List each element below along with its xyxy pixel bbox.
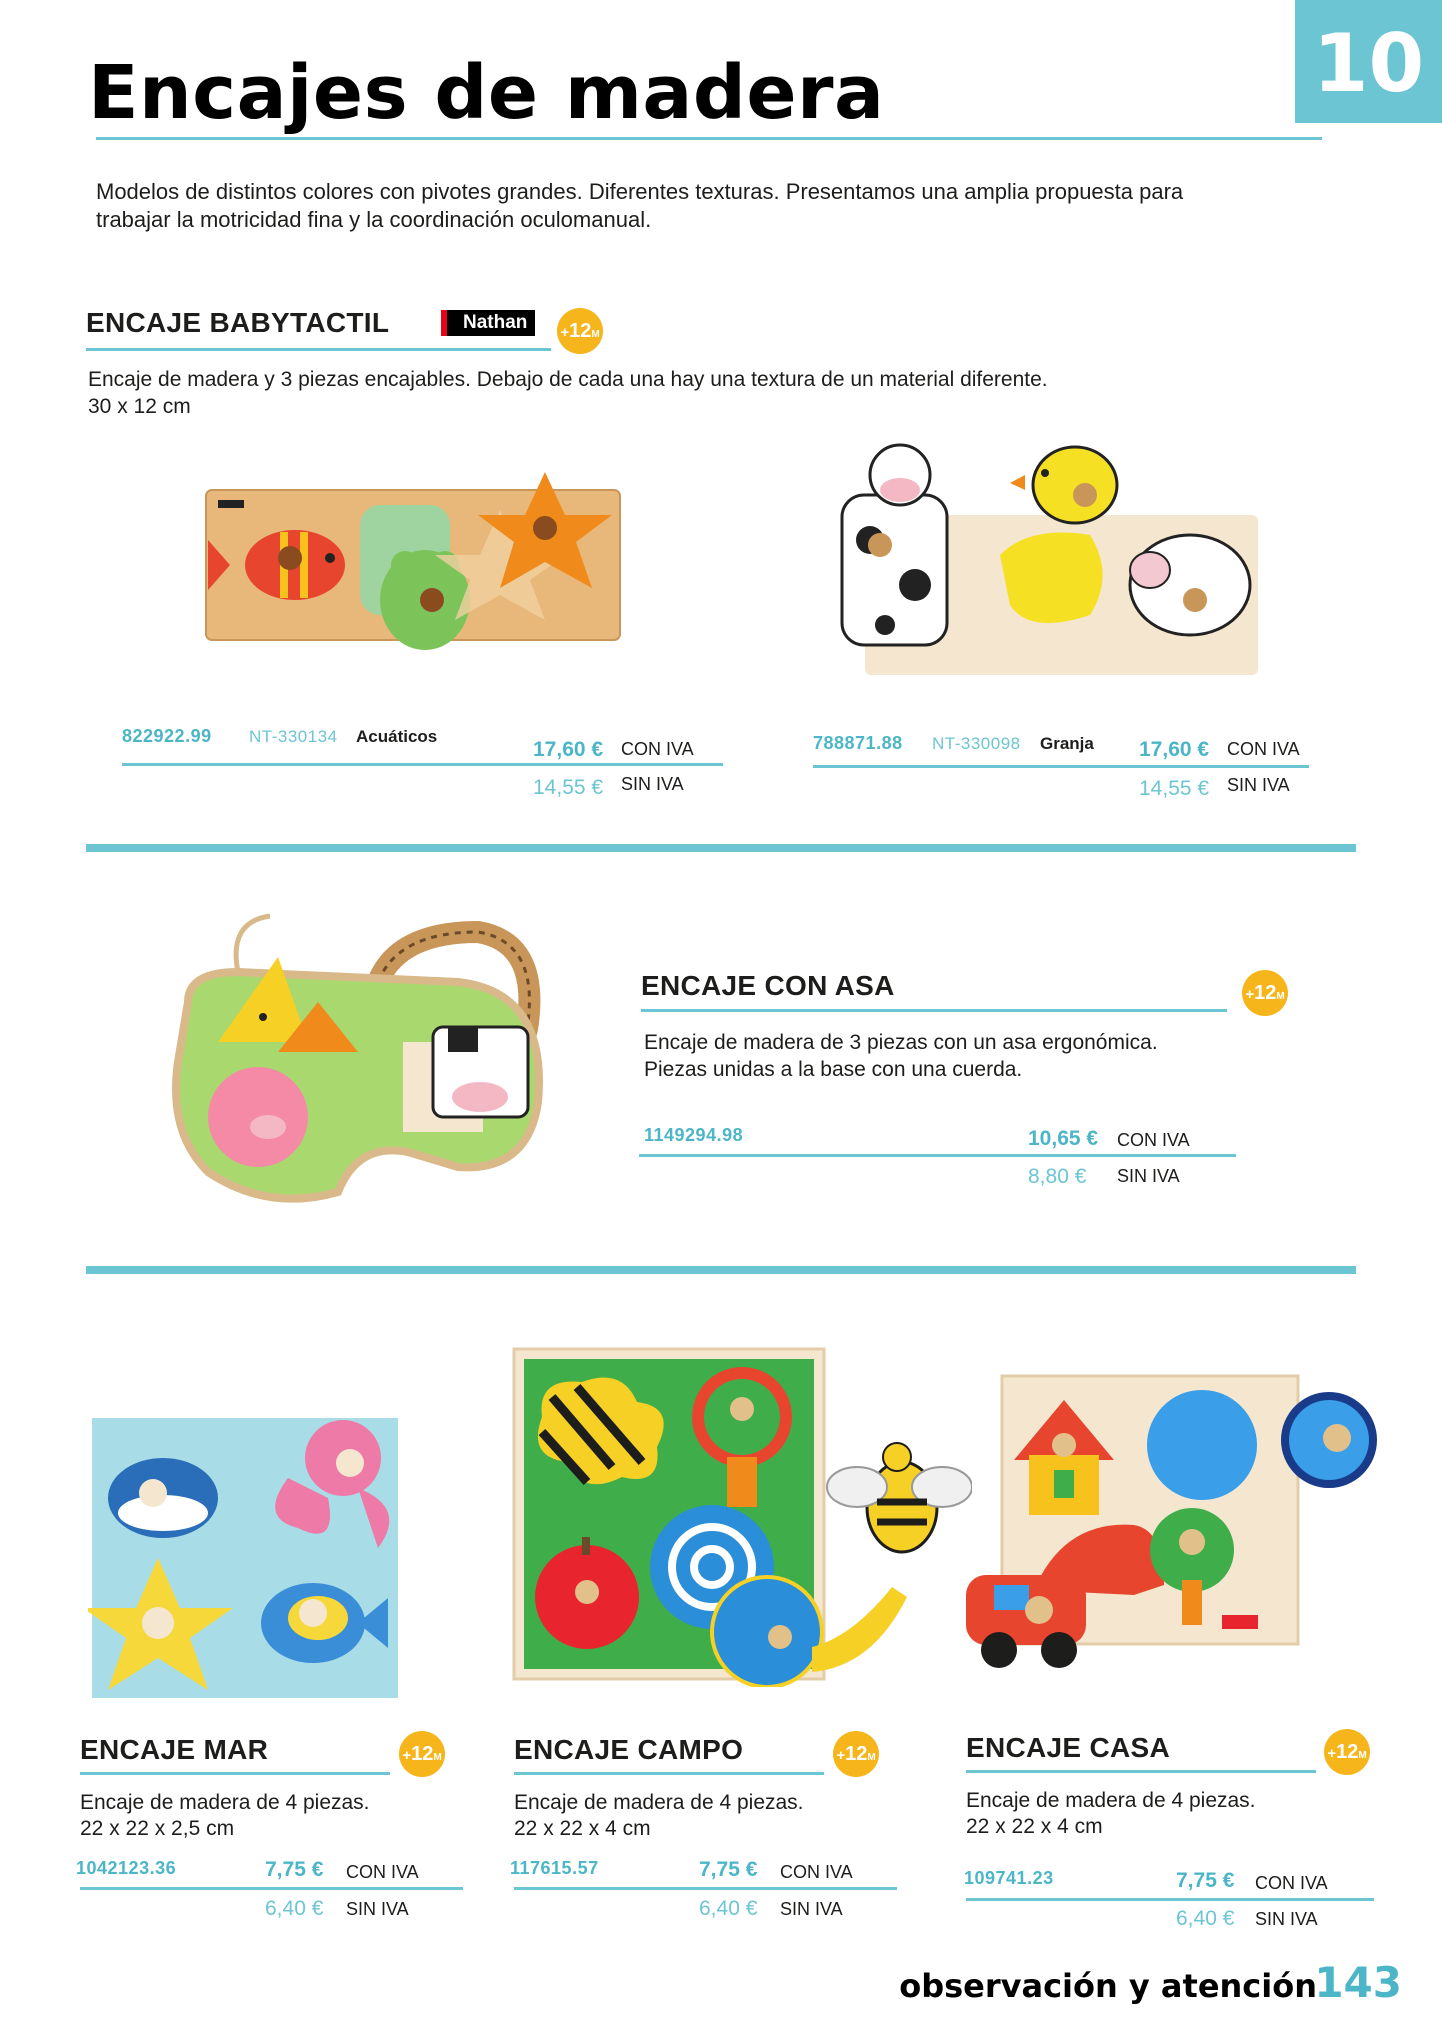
acuaticos-price-con-iva: 17,60 € bbox=[533, 738, 604, 761]
asa-price-rule bbox=[639, 1154, 1236, 1157]
acuaticos-name: Acuáticos bbox=[356, 727, 438, 746]
casa-con-iva-label: CON IVA bbox=[1255, 1873, 1328, 1893]
granja-price-rule bbox=[813, 765, 1309, 768]
asa-price-con-iva: 10,65 € bbox=[1028, 1127, 1099, 1150]
casa-price-rule bbox=[966, 1898, 1374, 1901]
asa-title-rule bbox=[641, 1009, 1227, 1012]
campo-price-sin-iva: 6,40 € bbox=[699, 1897, 758, 1920]
asa-puzzle-image bbox=[158, 912, 558, 1212]
nathan-logo: Nathan bbox=[441, 310, 535, 336]
acuaticos-ref: NT-330134 bbox=[249, 727, 338, 746]
campo-size: 22 x 22 x 4 cm bbox=[514, 1817, 651, 1840]
campo-price-rule bbox=[514, 1887, 897, 1890]
campo-puzzle-image bbox=[512, 1347, 972, 1687]
footer-section-label: observación y atención bbox=[899, 1967, 1317, 2005]
age-badge-icon: +12M bbox=[833, 1731, 879, 1777]
age-badge-icon: +12M bbox=[557, 308, 603, 354]
mar-price-sin-iva: 6,40 € bbox=[265, 1897, 324, 1920]
casa-description: Encaje de madera de 4 piezas. bbox=[966, 1789, 1256, 1812]
chapter-tab: 10 bbox=[1295, 0, 1442, 123]
page-number: 143 bbox=[1314, 1958, 1402, 2007]
campo-code: 117615.57 bbox=[510, 1858, 599, 1878]
mar-title-rule bbox=[80, 1772, 390, 1775]
casa-sin-iva-label: SIN IVA bbox=[1255, 1909, 1318, 1929]
granja-code: 788871.88 bbox=[813, 733, 903, 753]
granja-ref: NT-330098 bbox=[932, 734, 1021, 753]
granja-sin-iva-label: SIN IVA bbox=[1227, 775, 1290, 795]
mar-puzzle-image bbox=[88, 1408, 408, 1698]
mar-price-rule bbox=[80, 1887, 463, 1890]
campo-price-con-iva: 7,75 € bbox=[699, 1858, 758, 1881]
mar-con-iva-label: CON IVA bbox=[346, 1862, 419, 1882]
campo-description: Encaje de madera de 4 piezas. bbox=[514, 1791, 804, 1814]
acuaticos-sin-iva-label: SIN IVA bbox=[621, 774, 684, 794]
age-badge-icon: +12M bbox=[1324, 1729, 1370, 1775]
acuaticos-con-iva-label: CON IVA bbox=[621, 739, 694, 759]
casa-size: 22 x 22 x 4 cm bbox=[966, 1815, 1103, 1838]
campo-title-rule bbox=[514, 1772, 824, 1775]
age-badge-icon: +12M bbox=[1242, 970, 1288, 1016]
acuaticos-code: 822922.99 bbox=[122, 726, 212, 746]
acuaticos-price-rule bbox=[122, 763, 723, 766]
mar-code: 1042123.36 bbox=[76, 1858, 177, 1878]
campo-con-iva-label: CON IVA bbox=[780, 1862, 853, 1882]
mar-size: 22 x 22 x 2,5 cm bbox=[80, 1817, 235, 1840]
acuaticos-puzzle-image bbox=[200, 470, 640, 680]
granja-price-sin-iva: 14,55 € bbox=[1139, 777, 1210, 800]
asa-price-sin-iva: 8,80 € bbox=[1028, 1165, 1087, 1188]
section-divider bbox=[86, 844, 1356, 852]
age-badge-icon: +12M bbox=[399, 1731, 445, 1777]
mar-description: Encaje de madera de 4 piezas. bbox=[80, 1791, 370, 1814]
casa-price-con-iva: 7,75 € bbox=[1176, 1869, 1235, 1892]
mar-price-con-iva: 7,75 € bbox=[265, 1858, 324, 1881]
babytactil-description: Encaje de madera y 3 piezas encajables. Debajo de cada una hay una textura de un material diferente. bbox=[88, 368, 1048, 391]
intro-text: Modelos de distintos colores con pivotes grandes. Diferentes texturas. Presentamos una amplia propuesta para trabajar la motricidad fina y la coordinación oculomanual. bbox=[96, 179, 1184, 232]
casa-puzzle-image bbox=[964, 1370, 1384, 1680]
campo-sin-iva-label: SIN IVA bbox=[780, 1899, 843, 1919]
asa-description-2: Piezas unidas a la base con una cuerda. bbox=[644, 1058, 1023, 1081]
casa-title-rule bbox=[966, 1770, 1316, 1773]
mar-sin-iva-label: SIN IVA bbox=[346, 1899, 409, 1919]
granja-con-iva-label: CON IVA bbox=[1227, 739, 1300, 759]
babytactil-title: ENCAJE BABYTACTIL bbox=[86, 307, 390, 338]
babytactil-size: 30 x 12 cm bbox=[88, 395, 191, 418]
casa-code: 109741.23 bbox=[964, 1868, 1054, 1888]
campo-title: ENCAJE CAMPO bbox=[514, 1734, 744, 1765]
section-divider bbox=[86, 1266, 1356, 1274]
asa-code: 1149294.98 bbox=[644, 1125, 744, 1145]
granja-puzzle-image bbox=[830, 435, 1270, 685]
babytactil-title-rule bbox=[86, 348, 551, 351]
granja-name: Granja bbox=[1040, 734, 1094, 753]
mar-title: ENCAJE MAR bbox=[80, 1734, 269, 1765]
asa-title: ENCAJE CON ASA bbox=[641, 970, 895, 1001]
asa-description-1: Encaje de madera de 3 piezas con un asa ergonómica. bbox=[644, 1031, 1158, 1054]
casa-title: ENCAJE CASA bbox=[966, 1732, 1171, 1763]
page-title: Encajes de madera bbox=[88, 50, 885, 136]
asa-sin-iva-label: SIN IVA bbox=[1117, 1166, 1180, 1186]
casa-price-sin-iva: 6,40 € bbox=[1176, 1907, 1235, 1930]
title-divider bbox=[96, 137, 1322, 140]
granja-price-con-iva: 17,60 € bbox=[1139, 738, 1210, 761]
acuaticos-price-sin-iva: 14,55 € bbox=[533, 776, 604, 799]
asa-con-iva-label: CON IVA bbox=[1117, 1130, 1190, 1150]
